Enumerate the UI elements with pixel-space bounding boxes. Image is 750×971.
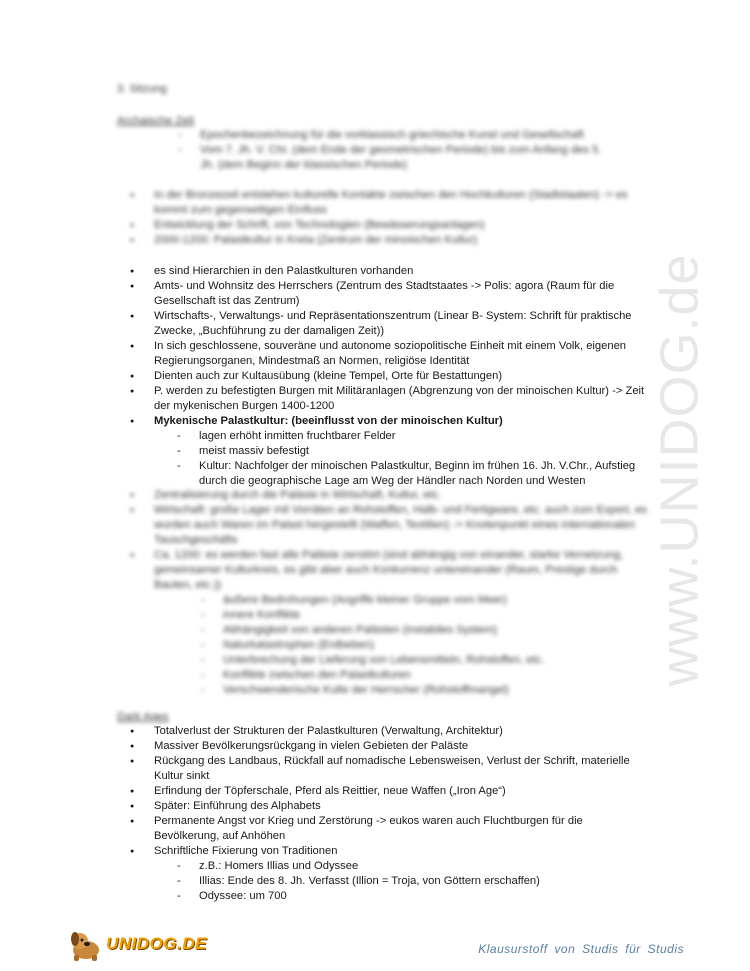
list-item: - lagen erhöht inmitten fruchtbarer Felder <box>177 429 648 444</box>
blurred-bullet-list <box>128 488 648 593</box>
list-item: ● Amts- und Wohnsitz des Herrschers (Zentrum des Stadtstaates -> Polis: agora (Raum für die Gesellschaft ist das Zentrum) <box>128 279 648 309</box>
list-item: ● Wirtschaft: große Lager mit Vorräten an Rohstoffen, Halb- und Fertigware, etc. auch zum Export, es wurden auch Waren im Palast hergestellt (Waffen, Textilien) -> Knotenpunkt eines internationalen Tauschgeschäfts <box>128 503 648 548</box>
mycenaean-label: Mykenische Palastkultur: (beeinflusst von der minoischen Kultur) <box>154 415 503 427</box>
list-item: ● P. werden zu befestigten Burgen mit Militäranlagen (Abgrenzung von der minoischen Kultur) -> Zeit der mykenischen Burgen 1400-1200 <box>128 384 648 414</box>
list-item: ● Entwicklung der Schrift, von Technologien (Bewässerungsanlagen) <box>128 218 648 233</box>
logo-text: UNIDOG.DE <box>106 934 207 953</box>
list-item: - z.B.: Homers Illias und Odyssee <box>177 859 648 874</box>
list-item: ● Erfindung der Töpferschale, Pferd als Reittier, neue Waffen („Iron Age“) <box>128 784 648 799</box>
dark-ages-bullet-list <box>128 724 648 904</box>
list-item: ● Zentralisierung durch die Paläste in Wirtschaft, Kultur, etc. <box>128 488 648 503</box>
list-item: ● Permanente Angst vor Krieg und Zerstörung -> eukos waren auch Fluchtburgen für die Bevölkerung, auf Anhöhen <box>128 814 648 844</box>
list-item: ● es sind Hierarchien in den Palastkulturen vorhanden <box>128 264 648 279</box>
list-item: - meist massiv befestigt <box>177 444 648 459</box>
list-item: - Odyssee: um 700 <box>177 889 648 904</box>
document-page: www.UNIDOG.de 3. Sitzung Archaische Zeit - Epochenbezeichnung für die vorklassisch griechische Kunst und Gesellschaft - Vom 7. Jh. V. Chr. (dem Ende der geometrischen Periode) bis zum Anfang des 5. Jh. (dem Beginn der klassischen Periode) ● In der Bronzezeit entstehen kulturelle Kontakte zwischen den Hochkulturen (Stadtstaaten) -> es kommt zum gegenseitigen Einfluss ● Entwicklung der Schrift, von Technologien (Bewässerungsanlagen) ● 2000-1200: Palastkultur in Kreta (Zentrum der minoischen Kultur) ● es sind Hierarchien in den Palastkulturen vorhanden ● Amts- und Wohnsitz des Herrschers (Zentrum des Stadtstaates -> Polis: agora (Raum für die Gesellschaft ist das Zentrum) ● Wirtschafts-, Verwaltungs- und Repräsentationszentrum (Linear B- System: Schrift für praktische Zwecke, „Buchführung zu der damaligen Zeit)) ● In sich geschlossene, souveräne und autonome soziopolitische Einheit mit einem Volk, eigenen Regierungsorganen, Mindestmaß an Normen, religiöse Identität ● Dienten auch zur Kultausübung (kleine Tempel, Orte für Bestattungen) ● P. werden zu befestigten Burgen mit Militäranlagen (Abgrenzung von der minoischen Kultur) -> Zeit der mykenischen Burgen 1400-1200 ● Mykenische Palastkultur: (beeinflusst von der minoischen Kultur) - lagen erhöht inmitten fruchtbarer Felder - meist massiv befestigt - Kultur: Nachfolger der minoischen Palastkultur, Beginn im frühen 16. Jh. V.Chr., Aufstieg durch die geographische Lage am Weg der Händler nach Norden und Westen ● Zentralisierung durch die Paläste in Wirtschaft, Kultur, etc. ● Wirtschaft: große Lager mit Vorräten an Rohstoffen, Halb- und Fertigware, etc. auch zum Export, es wurden auch Waren im Palast hergestellt (Waffen, Textilien) -> Knotenpunkt eines internationalen Tauschgeschäfts ● Ca. 1200: es werden fast alle Paläste zerstört (sind abhängig von einander, starke Vernetzung, gemeinsamer Kulturkreis, es gibt aber auch Konkurrenz untereinander (Raum, Prestige durch Bauten, etc.)) - äußere Bedrohungen (Angriffe kleiner Gruppe vom Meer) - innere Konflikte - Abhängigkeit von anderen Palästen (instabiles System) - Naturkatastrophen (Erdbeben) - Unterbrechung der Lieferung von Lebensmitteln, Rohstoffen, etc. - Konflikte zwischen den Palastkulturen - Verschwenderische Kulte der Herrscher (Rohstoffmangel) Dark Ages ● Totalverlust der Strukturen der Palastkulturen (Verwaltung, Architektur) ● Massiver Bevölkerungsrückgang in vielen Gebieten der Paläste ● Rückgang des Landbaus, Rückfall auf nomadische Lebensweisen, Verlust der Schrift, materielle Kultur sinkt ● Erfindung der Töpferschale, Pferd als Reittier, neue Waffen („Iron Age“) ● Später: Einführung des Alphabets ● Permanente Angst vor Krieg und Zerstörung -> eukos waren auch Fluchtburgen für die Bevölkerung, auf Anhöhen ● Schriftliche Fixierung von Traditionen - z.B.: Homers Illias und Odyssee - Illias: Ende des 8. Jh. Verfasst (Illion = Troja, von Göttern erschaffen) - Odyssee: um 700 UNIDOG.DE Klausurstoff von Studis für Studis <box>0 0 750 971</box>
mycenaean-item <box>128 414 648 489</box>
palace-bullet-list <box>128 264 648 489</box>
list-item: - Konflikte zwischen den Palastkulturen <box>201 668 641 683</box>
list-item: ● In der Bronzezeit entstehen kulturelle Kontakte zwischen den Hochkulturen (Stadtstaaten) -> es kommt zum gegenseitigen Einfluss <box>128 188 648 218</box>
list-item: ● Wirtschafts-, Verwaltungs- und Repräsentationszentrum (Linear B- System: Schrift für praktische Zwecke, „Buchführung zu der damaligen Zeit)) <box>128 309 648 339</box>
list-item: - Illias: Ende des 8. Jh. Verfasst (Illion = Troja, von Göttern erschaffen) <box>177 874 648 889</box>
list-item: - Unterbrechung der Lieferung von Lebensmitteln, Rohstoffen, etc. <box>201 653 641 668</box>
list-item: - Naturkatastrophen (Erdbeben) <box>201 638 641 653</box>
list-item: ● Massiver Bevölkerungsrückgang in vielen Gebieten der Paläste <box>128 739 648 754</box>
traditions-dash-list <box>154 859 648 904</box>
list-item: ● In sich geschlossene, souveräne und autonome soziopolitische Einheit mit einem Volk, eigenen Regierungsorganen, Mindestmaß an Normen, religiöse Identität <box>128 339 648 369</box>
dog-mascot-icon <box>66 928 106 962</box>
list-item: ● Ca. 1200: es werden fast alle Paläste zerstört (sind abhängig von einander, starke Vernetzung, gemeinsamer Kulturkreis, es gibt aber auch Konkurrenz untereinander (Raum, Prestige durch Bauten, etc.)) <box>128 548 648 593</box>
list-item: - innere Konflikte <box>201 608 641 623</box>
traditions-item <box>128 844 648 904</box>
list-item: ● 2000-1200: Palastkultur in Kreta (Zentrum der minoischen Kultur) <box>128 233 648 248</box>
unidog-logo <box>66 928 207 962</box>
collapse-reasons-list <box>178 593 641 698</box>
list-item: - Kultur: Nachfolger der minoischen Palastkultur, Beginn im frühen 16. Jh. V.Chr., Aufstieg durch die geographische Lage am Weg der Händler nach Norden und Westen <box>177 459 648 489</box>
list-item: ● Später: Einführung des Alphabets <box>128 799 648 814</box>
list-item: - Verschwenderische Kulte der Herrscher (Rohstoffmangel) <box>201 683 641 698</box>
list-item: - Epochenbezeichnung für die vorklassisch griechische Kunst und Gesellschaft <box>178 128 618 143</box>
dark-ages-heading: Dark Ages <box>117 711 169 723</box>
mycenaean-dash-list <box>154 429 648 489</box>
archaic-bullet-list <box>128 188 648 248</box>
archaic-dash-list <box>155 128 618 173</box>
list-item: ● Totalverlust der Strukturen der Palastkulturen (Verwaltung, Architektur) <box>128 724 648 739</box>
footer-slogan: Klausurstoff von Studis für Studis <box>478 942 684 956</box>
list-item: - Vom 7. Jh. V. Chr. (dem Ende der geometrischen Periode) bis zum Anfang des 5. Jh. (dem Beginn der klassischen Periode) <box>178 143 618 173</box>
list-item: - äußere Bedrohungen (Angriffe kleiner Gruppe vom Meer) <box>201 593 641 608</box>
list-item: ● Rückgang des Landbaus, Rückfall auf nomadische Lebensweisen, Verlust der Schrift, materielle Kultur sinkt <box>128 754 648 784</box>
archaic-heading: Archaische Zeit <box>117 115 195 127</box>
section-title: 3. Sitzung <box>117 83 167 95</box>
list-item: - Abhängigkeit von anderen Palästen (instabiles System) <box>201 623 641 638</box>
traditions-label: Schriftliche Fixierung von Traditionen <box>154 845 338 857</box>
list-item: ● Dienten auch zur Kultausübung (kleine Tempel, Orte für Bestattungen) <box>128 369 648 384</box>
